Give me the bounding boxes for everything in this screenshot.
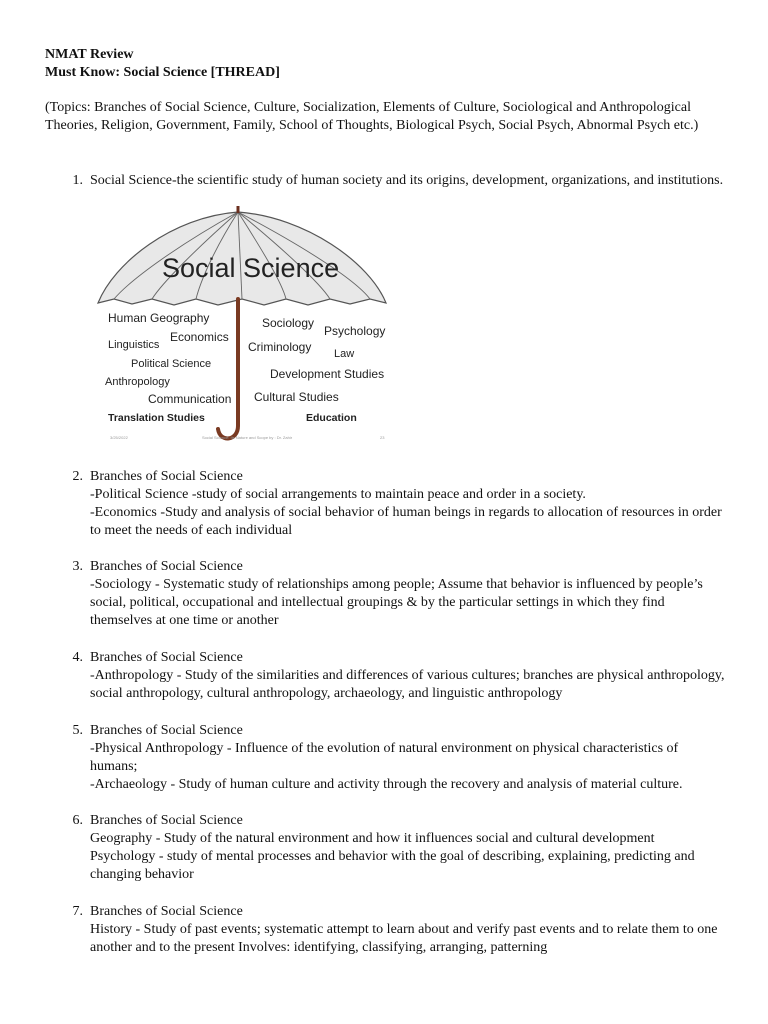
item-text: Social Science-the scientific study of human society and its origins, development, organizations, and institutions.: [90, 173, 724, 188]
item-text: Geography - Study of the natural environment and how it influences social and cultural development: [90, 831, 655, 846]
topics-paragraph: (Topics: Branches of Social Science, Culture, Socialization, Elements of Culture, Sociological and Anthropological Theories, Religion, Government, Family, School of Thoughts, Biological Psych, Social Psych, Abnormal Psych etc.): [45, 100, 699, 133]
item-text: -Political Science -study of social arrangements to maintain peace and order in a society.: [90, 487, 586, 502]
item-heading: Branches of Social Science: [90, 650, 243, 665]
item-number: 3.: [72, 559, 83, 574]
item-text: -Archaeology - Study of human culture and activity through the recovery and analysis of material culture.: [90, 777, 683, 792]
umbrella-diagram: [92, 203, 392, 456]
header-line-2: Must Know: Social Science [THREAD]: [45, 65, 280, 80]
figure-word: Development Studies: [270, 367, 385, 381]
item-text: History - Study of past events; systematic attempt to learn about and verify past events and to relate them to one another and to the present Involves: identifying, classifying, arranging, patterning: [90, 922, 718, 955]
figure-word: Law: [334, 348, 355, 360]
list-item-3: [67, 558, 727, 630]
header-line-1: NMAT Review: [45, 47, 134, 62]
figure-word: Cultural Studies: [254, 390, 339, 404]
item-text: Psychology - study of mental processes and behavior with the goal of describing, explaining, predicting and changing behavior: [90, 849, 695, 882]
figure-word: Economics: [170, 330, 229, 344]
item-number: 2.: [72, 469, 83, 484]
list-item-1: [67, 172, 727, 190]
social-science-umbrella-figure: [92, 203, 392, 456]
list-item-5: [67, 722, 727, 794]
item-number: 4.: [72, 650, 83, 665]
item-number: 1.: [72, 173, 83, 188]
list-item-2: [67, 468, 727, 540]
item-heading: Branches of Social Science: [90, 723, 243, 738]
item-text: -Sociology - Systematic study of relationships among people; Assume that behavior is influenced by people’s social, political, occupational and intellectual groupings & by the particular settings in which they find themselves at one time or another: [90, 577, 703, 628]
item-text: -Economics -Study and analysis of social behavior of human beings in regards to allocation of resources in order to meet the needs of each individual: [90, 505, 722, 538]
figure-title: Social Science: [162, 253, 340, 283]
figure-word: Linguistics: [108, 339, 160, 351]
item-number: 7.: [72, 904, 83, 919]
figure-word: Translation Studies: [108, 412, 205, 424]
list-item-4: [67, 649, 727, 703]
figure-footer-page: 23: [380, 435, 385, 440]
figure-word: Sociology: [262, 316, 315, 330]
figure-word: Psychology: [324, 324, 386, 338]
item-heading: Branches of Social Science: [90, 904, 243, 919]
figure-word: Communication: [148, 392, 232, 406]
item-heading: Branches of Social Science: [90, 813, 243, 828]
figure-footer-caption: Social Science: Its Nature and Scope by : Dr. Zahir: [202, 435, 293, 440]
figure-footer-date: 3/25/2022: [110, 435, 128, 440]
item-text: -Anthropology - Study of the similarities and differences of various cultures; branches are physical anthropology, social anthropology, cultural anthropology, archaeology, and linguistic anthropology: [90, 668, 725, 701]
figure-word: Political Science: [131, 358, 212, 370]
figure-word: Criminology: [248, 340, 312, 354]
document-header: [45, 46, 280, 82]
list-item-6: [67, 812, 727, 884]
item-heading: Branches of Social Science: [90, 559, 243, 574]
list-item-7: [67, 903, 727, 957]
item-number: 6.: [72, 813, 83, 828]
item-number: 5.: [72, 723, 83, 738]
figure-word: Education: [306, 412, 357, 424]
figure-word: Anthropology: [105, 376, 170, 388]
item-heading: Branches of Social Science: [90, 469, 243, 484]
item-text: -Physical Anthropology - Influence of the evolution of natural environment on physical characteristics of humans;: [90, 741, 679, 774]
figure-word: Human Geography: [108, 311, 210, 325]
